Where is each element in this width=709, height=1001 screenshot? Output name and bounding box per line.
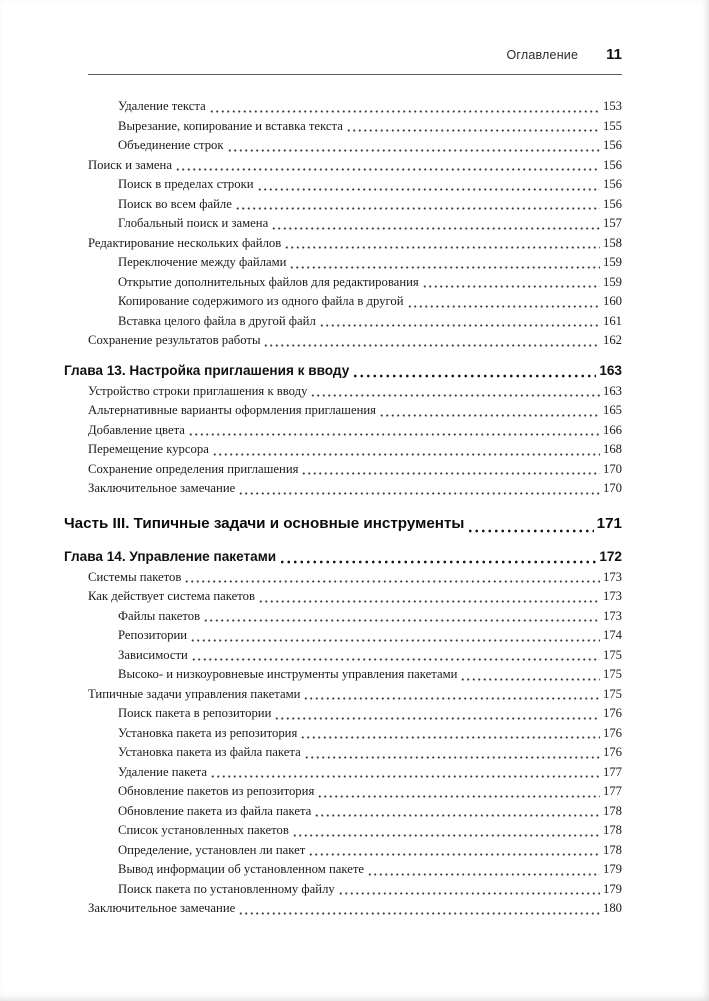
toc-entry-page-number: 177 xyxy=(602,784,622,798)
toc-entry-page-number: 172 xyxy=(599,548,622,564)
toc-entry-page-number: 161 xyxy=(602,313,622,328)
toc-entry-label: Высоко- и низкоуровневые инструменты управления пакетами xyxy=(118,667,458,681)
toc-entry xyxy=(64,97,622,117)
toc-entry xyxy=(64,607,622,627)
dot-leader-icon xyxy=(379,401,600,421)
toc-entry-page-number: 173 xyxy=(602,608,622,623)
toc-entry-page-number: 170 xyxy=(602,461,622,476)
toc-entry-page-number: 175 xyxy=(602,647,622,662)
toc-entry-page-number: 174 xyxy=(602,628,622,642)
toc-entry-page-number: 157 xyxy=(602,216,622,230)
toc-entry-page-number: 175 xyxy=(602,686,622,701)
toc-entry xyxy=(64,743,622,763)
toc-entry-page-number: 178 xyxy=(602,842,622,857)
toc-entry-label: Глава 13. Настройка приглашения к вводу xyxy=(64,362,350,378)
toc-entry-label: Поиск во всем файле xyxy=(118,196,232,211)
toc-entry xyxy=(64,292,622,312)
dot-leader-icon xyxy=(467,511,593,537)
toc-entry-label: Обновление пакета из файла пакета xyxy=(118,803,312,818)
toc-entry xyxy=(64,359,622,382)
toc-entry-page-number: 177 xyxy=(602,764,622,779)
toc-entry xyxy=(64,156,622,176)
toc-entry-page-number: 170 xyxy=(602,481,622,495)
toc-entry-label: Типичные задачи управления пакетами xyxy=(88,686,301,701)
toc-entry-label: Определение, установлен ли пакет xyxy=(118,842,306,857)
dot-leader-icon xyxy=(235,195,600,215)
toc-entry-page-number: 163 xyxy=(602,383,622,398)
dot-leader-icon xyxy=(238,899,600,919)
dot-leader-icon xyxy=(257,175,600,195)
running-head-page-number: 11 xyxy=(606,46,622,63)
toc-entry xyxy=(64,421,622,441)
toc-entry xyxy=(64,479,622,499)
dot-leader-icon xyxy=(367,860,600,880)
toc-entry-page-number: 176 xyxy=(602,725,622,740)
toc-entry xyxy=(64,312,622,332)
toc-entry-label: Альтернативные варианты оформления приглашения xyxy=(88,403,377,417)
toc-entry xyxy=(64,899,622,919)
toc-entry-page-number: 163 xyxy=(599,362,622,378)
toc-entry xyxy=(64,136,622,156)
toc-entry-label: Как действует система пакетов xyxy=(88,589,255,603)
dot-leader-icon xyxy=(227,136,600,156)
toc-entry-label: Перемещение курсора xyxy=(88,442,209,456)
toc-entry-label: Часть III. Типичные задачи и основные инструменты xyxy=(64,514,465,532)
toc-entry xyxy=(64,587,622,607)
toc-entry xyxy=(64,704,622,724)
toc-entry xyxy=(64,665,622,685)
toc-entry-page-number: 171 xyxy=(596,514,622,532)
toc-entry-label: Зависимости xyxy=(118,647,188,662)
toc-entry-label: Открытие дополнительных файлов для редактирования xyxy=(118,274,419,289)
toc-entry-label: Репозитории xyxy=(118,628,188,642)
toc-entry-label: Файлы пакетов xyxy=(118,608,201,623)
toc-entry-page-number: 159 xyxy=(602,274,622,289)
toc-entry xyxy=(64,253,622,273)
toc-entry-label: Вывод информации об установленном пакете xyxy=(118,862,365,876)
toc-entry-page-number: 176 xyxy=(602,706,622,720)
toc-entry-label: Поиск пакета в репозитории xyxy=(118,706,272,720)
toc-entry-label: Заключительное замечание xyxy=(88,481,236,495)
toc-entry-label: Глобальный поиск и замена xyxy=(118,216,269,230)
dot-leader-icon xyxy=(422,273,600,293)
toc-entry xyxy=(64,841,622,861)
toc-entry xyxy=(64,117,622,137)
toc-entry xyxy=(64,646,622,666)
toc-entry-label: Установка пакета из репозитория xyxy=(118,725,298,740)
toc-entry-label: Глава 14. Управление пакетами xyxy=(64,548,277,564)
dot-leader-icon xyxy=(258,587,600,607)
toc-entry-page-number: 178 xyxy=(602,823,622,837)
toc-entry-page-number: 156 xyxy=(602,177,622,191)
toc-entry xyxy=(64,782,622,802)
toc-entry xyxy=(64,511,622,537)
toc-entry-page-number: 159 xyxy=(602,255,622,269)
toc-entry-label: Поиск и замена xyxy=(88,157,172,172)
toc-entry xyxy=(64,401,622,421)
toc-entry-label: Вырезание, копирование и вставка текста xyxy=(118,118,343,133)
toc-entry-label: Список установленных пакетов xyxy=(118,823,289,837)
dot-leader-icon xyxy=(460,665,600,685)
dot-leader-icon xyxy=(319,312,600,332)
toc-entry-label: Обновление пакетов из репозитория xyxy=(118,784,315,798)
toc-entry xyxy=(64,460,622,480)
toc-entry-label: Объединение строк xyxy=(118,138,224,152)
toc-entry-label: Поиск в пределах строки xyxy=(118,177,254,191)
dot-leader-icon xyxy=(188,421,600,441)
toc-entry-label: Системы пакетов xyxy=(88,569,182,584)
toc-entry-page-number: 175 xyxy=(602,667,622,681)
toc-entry-page-number: 153 xyxy=(602,99,622,113)
toc-entry-label: Удаление пакета xyxy=(118,764,207,779)
dot-leader-icon xyxy=(289,253,599,273)
toc-entry xyxy=(64,234,622,254)
toc-entry xyxy=(64,175,622,195)
toc-entry-page-number: 179 xyxy=(602,881,622,896)
toc-entry-label: Установка пакета из файла пакета xyxy=(118,745,301,759)
dot-leader-icon xyxy=(184,568,600,588)
toc-entry-page-number: 156 xyxy=(602,157,622,172)
toc-entry xyxy=(64,331,622,351)
toc-entry-page-number: 156 xyxy=(602,196,622,211)
page-header xyxy=(88,46,622,75)
dot-leader-icon xyxy=(271,214,600,234)
toc-entry-label: Удаление текста xyxy=(118,99,206,113)
dot-leader-icon xyxy=(212,440,600,460)
dot-leader-icon xyxy=(317,782,600,802)
toc-entry-page-number: 165 xyxy=(602,403,622,417)
dot-leader-icon xyxy=(175,156,600,176)
toc-entry-label: Сохранение результатов работы xyxy=(88,333,261,347)
toc-entry-label: Устройство строки приглашения к вводу xyxy=(88,383,308,398)
toc-entry-page-number: 168 xyxy=(602,442,622,456)
dot-leader-icon xyxy=(407,292,600,312)
toc-entry xyxy=(64,382,622,402)
dot-leader-icon xyxy=(304,743,600,763)
toc-entry-page-number: 158 xyxy=(602,235,622,250)
dot-leader-icon xyxy=(190,626,600,646)
dot-leader-icon xyxy=(274,704,600,724)
toc-entry xyxy=(64,273,622,293)
dot-leader-icon xyxy=(284,234,600,254)
toc-entry xyxy=(64,880,622,900)
toc-entry-page-number: 173 xyxy=(602,569,622,584)
toc-entry-page-number: 156 xyxy=(602,138,622,152)
toc-entry xyxy=(64,724,622,744)
dot-leader-icon xyxy=(338,880,600,900)
toc-entry-label: Переключение между файлами xyxy=(118,255,287,269)
dot-leader-icon xyxy=(238,479,600,499)
toc-entry-page-number: 160 xyxy=(602,294,622,308)
toc-entry xyxy=(64,821,622,841)
dot-leader-icon xyxy=(310,382,600,402)
dot-leader-icon xyxy=(209,97,600,117)
dot-leader-icon xyxy=(203,607,600,627)
toc-entry xyxy=(64,763,622,783)
toc-entry-label: Поиск пакета по установленному файлу xyxy=(118,881,335,896)
dot-leader-icon xyxy=(210,763,600,783)
toc-entry-page-number: 179 xyxy=(602,862,622,876)
toc-entry-label: Сохранение определения приглашения xyxy=(88,461,299,476)
dot-leader-icon xyxy=(191,646,600,666)
toc-entry xyxy=(64,440,622,460)
toc-entry xyxy=(64,685,622,705)
running-head-title: Оглавление xyxy=(506,48,579,62)
toc-entry-label: Добавление цвета xyxy=(88,422,185,437)
toc-entry xyxy=(64,568,622,588)
dot-leader-icon xyxy=(263,331,599,351)
dot-leader-icon xyxy=(279,545,596,568)
toc-entry xyxy=(64,545,622,568)
toc-entry xyxy=(64,195,622,215)
toc-entry-page-number: 178 xyxy=(602,803,622,818)
toc-list xyxy=(64,97,622,919)
dot-leader-icon xyxy=(301,460,600,480)
dot-leader-icon xyxy=(292,821,600,841)
toc-entry xyxy=(64,626,622,646)
toc-entry xyxy=(64,860,622,880)
toc-entry xyxy=(64,214,622,234)
toc-entry-page-number: 173 xyxy=(602,589,622,603)
toc-entry-page-number: 166 xyxy=(602,422,622,437)
toc-entry-page-number: 176 xyxy=(602,745,622,759)
toc-entry-label: Заключительное замечание xyxy=(88,901,236,915)
toc-entry-page-number: 162 xyxy=(602,333,622,347)
toc-entry-page-number: 180 xyxy=(602,901,622,915)
dot-leader-icon xyxy=(303,685,600,705)
toc-entry-page-number: 155 xyxy=(602,118,622,133)
dot-leader-icon xyxy=(308,841,600,861)
dot-leader-icon xyxy=(314,802,600,822)
toc-entry-label: Копирование содержимого из одного файла в другой xyxy=(118,294,404,308)
toc-entry xyxy=(64,802,622,822)
toc-entry-label: Вставка целого файла в другой файл xyxy=(118,313,316,328)
dot-leader-icon xyxy=(346,117,600,137)
toc-entry-label: Редактирование нескольких файлов xyxy=(88,235,282,250)
dot-leader-icon xyxy=(300,724,600,744)
dot-leader-icon xyxy=(352,359,596,382)
